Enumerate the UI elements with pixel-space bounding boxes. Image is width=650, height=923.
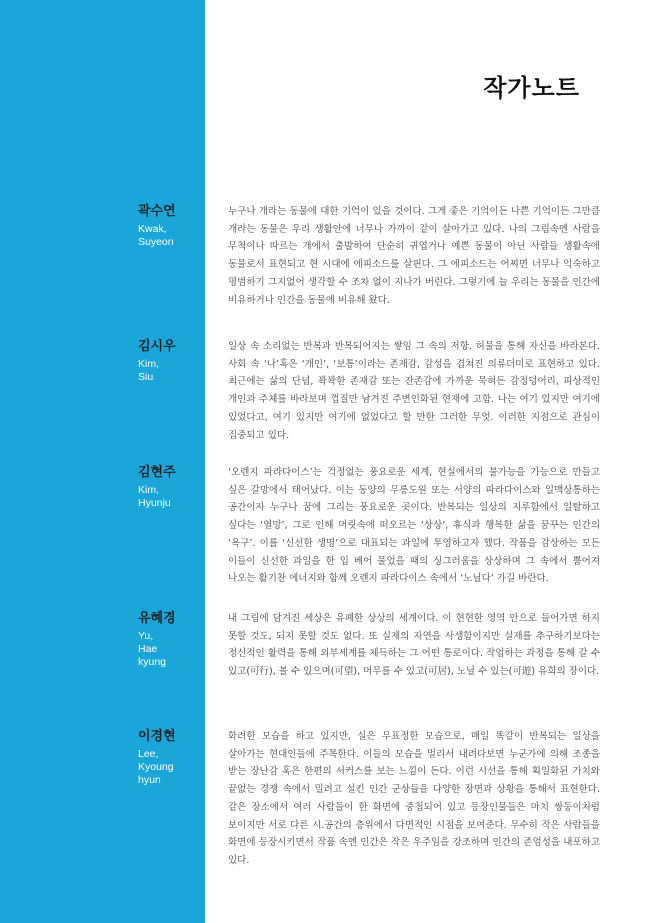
artist-name-english [138,630,204,669]
artist-note: ‘오렌지 파라다이스’는 걱정없는 풍요로운 세계, 현실에서의 불가능을 가능으로 만들고 싶은 갈망에서 태어났다. 이는 동양의 무릉도원 또는 서양의 파라다이스와 일맥상통하는 공간이자 누구나 꿈에 그리는 풍요로운 곳이다. 반복되는 일상의 지루함에서 일탈하고 싶다는 ‘열망’, 그로 인해 머릿속에 떠오르는 ‘상상’, 휴식과 행복한 삶을 꿈꾸는 인간의 ‘욕구’. 이를 ‘신선한 생명’으로 대표되는 과일에 투영하고자 했다. 작품을 감상하는 모든 이들이 신선한 과일을 한 입 베어 물었을 때의 싱그러움을 상상하며 그 속에서 뿜어져 나오는 활기찬 에너지와 함께 오렌지 파라다이스 속에서 ‘노닐다’ 가길 바란다. [228,467,600,585]
artist-name-korean: 김현주 [138,465,176,480]
artist-name-korean: 유혜경 [138,611,176,626]
name-line: Kyoung [138,761,174,773]
artist-name [138,610,204,669]
artist-name [138,203,204,249]
artist-note: 화려한 모습을 하고 있지만, 실은 무표정한 모습으로, 매일 똑같이 반복되는 일상을 살아가는 현대인들에 주목한다. 이들의 모습을 멀리서 내려다보면 누군가에 의해 조종을 받는 장난감 혹은 한편의 서커스를 보는 느낌이 든다. 이런 시선을 통해 획일화된 가치와 끝없는 경쟁 속에서 밀려고 설킨 인간 군상들을 다양한 장면과 상황을 통해서 표현한다. 같은 장소에서 여러 사람들이 한 화면에 중첩되어 있고 등장인물들은 마치 쌍둥이처럼 보이지만 서로 다른 시.공간의 층위에서 다면적인 시점을 보여준다. 무수히 작은 사람들을 화면에 등장시키면서 작품 속엔 인간은 작은 우주임을 강조하며 인간의 존엄성을 내포하고 있다. [228,731,600,866]
name-line: Kwak, [138,223,167,235]
artist-name [138,464,204,510]
name-line: kyung [138,656,167,668]
name-line: Siu [138,371,154,383]
artist-name [138,338,204,384]
page-title: 작가노트 [483,74,580,102]
name-line: Lee, [138,748,159,760]
artist-note: 누구나 개라는 동물에 대한 기억이 있을 것이다. 그게 좋은 기억이든 나쁜 기억이든 그만큼 개라는 동물은 우리 생활안에 너무나 가까이 같이 살아가고 있다. 나의 그림속엔 사람을 무척이나 따르는 개에서 출발하여 단순히 귀엽거나 예쁜 동물이 아닌 사람들 생활속에 동물로서 표현되고 현 시대에 에피소드를 살핀다. 그 에피소드는 어찌면 너무나 익숙하고 평범하기 그지없어 생각할 수 조차 없이 지나가 버린다. 그렇기에 늘 우리는 동물을 인간에 비유하거나 인간을 동물에 비유해 왔다. [228,206,600,306]
name-line: hyun [138,774,161,786]
artist-note: 일상 속 소리없는 반복과 반복되어지는 쌓임 그 속의 저항. 허물을 통해 자신을 바라본다. 사회 속 ‘나’혹은 ‘개인’, ‘보통’이라는 존재감, 감성을 겹쳐진 의류더미로 표현하고 있다. 최근에는 삶의 단념, 꽉꽉한 존재감 또는 잔존감에 가까운 묵혀든 감정덩어리, 피상적인 개인과 주체를 바라보며 껍질만 남겨진 주변인화된 현재에 고함. 나는 여기 있지만 여기에 있었다고, 여기 있지만 여기에 없었다고 할 만한 그러한 무엇. 이러한 지점으로 관심이 집중되고 있다. [228,341,600,441]
name-line: Yu, [138,630,154,642]
name-line: Kim, [138,484,159,496]
artist-note: 내 그림에 담겨진 세상은 유폐한 상상의 세계이다. 이 현현한 영역 안으로 들어가면 하지 못할 것도, 되지 못할 것도 없다. 또 실제의 자연을 사생함이지만 실재를 추구하기보다는 정신적인 활력을 통해 외부세계를 체득하는 그 어떤 통로이다. 작업하는 과정을 통해 갈 수 있고(可行), 볼 수 있으며(可望), 머무를 수 있고(可居), 노닐 수 있는(可遊) 유희의 장이다. [228,613,600,678]
artist-name [138,728,204,787]
name-line: Kim, [138,358,159,370]
name-line: Hae [138,643,158,655]
artist-name-english [138,748,204,787]
name-line: Suyeon [138,236,174,248]
artist-name-english [138,484,204,510]
artist-name-korean: 곽수연 [138,204,176,219]
artist-name-korean: 이경현 [138,729,176,744]
name-line: Hyunju [138,497,171,509]
artist-name-english [138,223,204,249]
artist-name-english [138,358,204,384]
artist-name-korean: 김시우 [138,339,176,354]
